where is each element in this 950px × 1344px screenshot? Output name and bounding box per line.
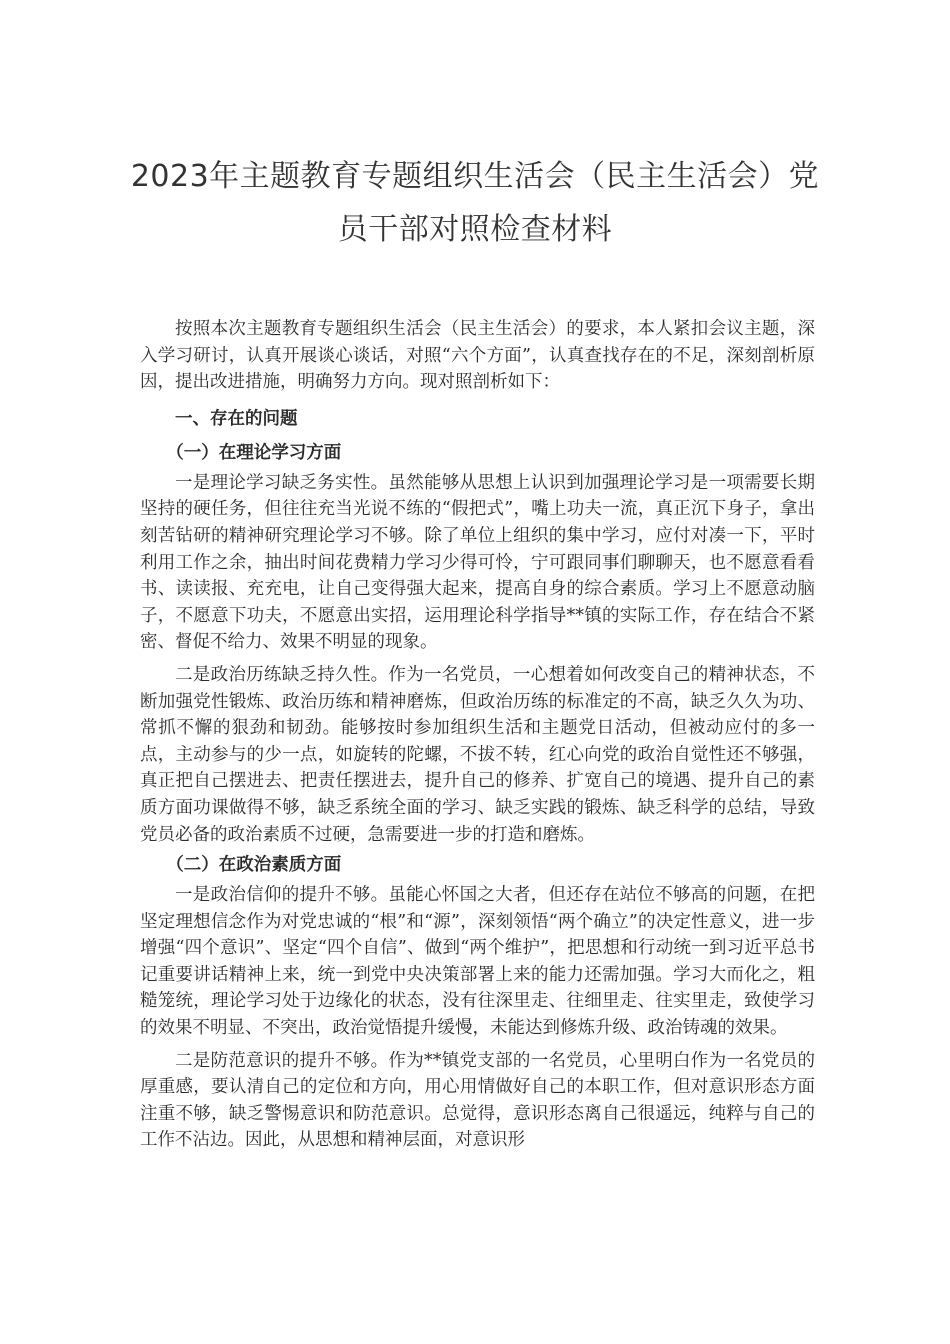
- intro-paragraph: 按照本次主题教育专题组织生活会（民主生活会）的要求，本人紧扣会议主题，深入学习研讨，认真开展谈心谈话，对照“六个方面”，认真查找存在的不足，深刻剖析原因，提出改进措施，明确努力方向。现对照剖析如下：: [140, 319, 815, 393]
- title-line-1: 2023年主题教育专题组织生活会（民主生活会）党: [130, 159, 820, 194]
- paragraph-theory-1: 一是理论学习缺乏务实性。虽然能够从思想上认识到加强理论学习是一项需要长期坚持的硬任务，但往往充当光说不练的“假把式”，嘴上功夫一流，真正沉下身子，拿出刻苦钻研的精神研究理论学习不够。除了单位上组织的集中学习，应付对凑一下，平时利用工作之余，抽出时间花费精力学习少得可怜，宁可跟同事们聊聊天，也不愿意看看书、读读报、充充电，让自己变得强大起来，提高自身的综合素质。学习上不愿意动脑子，不愿意下功夫，不愿意出实招，运用理论科学指导**镇的实际工作，存在结合不紧密、督促不给力、效果不明显的现象。: [140, 472, 815, 653]
- paragraph-political-2: 二是防范意识的提升不够。作为**镇党支部的一名党员，心里明白作为一名党员的厚重感，要认清自己的定位和方向，用心用情做好自己的本职工作，但对意识形态方面注重不够，缺乏警惕意识和防范意识。总觉得，意识形态离自己很遥远，纯粹与自己的工作不沾边。因此，从思想和精神层面，对意识形: [140, 1050, 815, 1151]
- paragraph-theory-2: 二是政治历练缺乏持久性。作为一名党员，一心想着如何改变自己的精神状态，不断加强党性锻炼、政治历练和精神磨炼，但政治历练的标准定的不高，缺乏久久为功、常抓不懈的狠劲和韧劲。能够按时参加组织生活和主题党日活动，但被动应付的多一点，主动参与的少一点，如旋转的陀螺，不拔不转，红心向党的政治自觉性还不够强，真正把自己摆进去、把责任摆进去，提升自己的修养、扩宽自己的境遇、提升自己的素质方面功课做得不够，缺乏系统全面的学习、缺乏实践的锻炼、缺乏科学的总结，导致党员必备的政治素质不过硬，急需要进一步的打造和磨炼。: [140, 664, 815, 845]
- document-body: [140, 316, 815, 1154]
- title-line-2: 员干部对照检查材料: [337, 212, 613, 247]
- paragraph-political-1: 一是政治信仰的提升不够。虽能心怀国之大者，但还存在站位不够高的问题，在把坚定理想信念作为对党忠诚的“根”和“源”，深刻领悟“两个确立”的决定性意义，进一步增强“四个意识”、坚定“四个自信”、做到“两个维护”，把思想和行动统一到习近平总书记重要讲话精神上来，统一到党中央决策部署上来的能力还需加强。学习大而化之，粗糙笼统，理论学习处于边缘化的状态，没有往深里走、往细里走、往实里走，致使学习的效果不明显、不突出，政治觉悟提升缓慢，未能达到修炼升级、政治铸魂的效果。: [140, 885, 815, 1039]
- subsection-heading-theory: （一）在理论学习方面: [166, 442, 342, 463]
- section-heading-problems: 一、存在的问题: [175, 408, 298, 429]
- document-title: [120, 150, 830, 256]
- subsection-heading-political: （二）在政治素质方面: [166, 855, 342, 876]
